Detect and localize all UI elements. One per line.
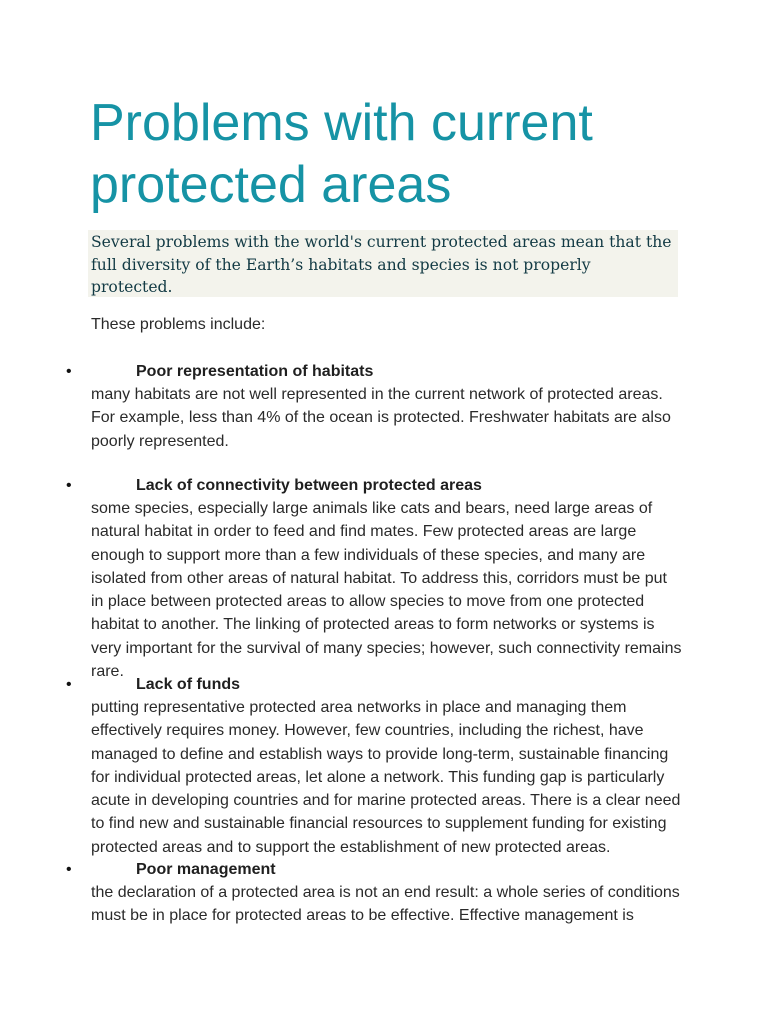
item-heading: Lack of funds: [136, 676, 241, 693]
item-heading: Poor representation of habitats: [136, 363, 374, 380]
bullet-icon: •: [66, 477, 72, 494]
item-heading: Lack of connectivity between protected areas: [136, 477, 482, 494]
item-text: many habitats are not well represented in the current network of protected areas. For example, less than 4% of the ocean is protected. Freshwater habitats are also poorly represented.: [91, 386, 671, 450]
bullet-icon: •: [66, 676, 72, 693]
intro-text: These problems include:: [91, 316, 266, 333]
item-text: some species, especially large animals like cats and bears, need large areas of natural habitat in order to feed and find mates. Few protected areas are large enough to support more than a few individuals of these species, and many are isolated from other areas of natural habitat. To address this, corridors must be put in place between protected areas to allow species to move from one protected habitat to another. The linking of protected areas to form networks or systems is very important for the survival of many species; however, such connectivity remains rare.: [91, 500, 682, 681]
lead-paragraph: Several problems with the world's current protected areas mean that the full diversity of the Earth’s habitats and species is not properly protected.: [91, 233, 672, 296]
bullet-icon: •: [66, 861, 72, 878]
item-text: the declaration of a protected area is not an end result: a whole series of conditions must be in place for protected areas to be effective. Effective management is: [91, 884, 680, 925]
page-title: Problems with current protected areas: [90, 94, 593, 214]
item-heading: Poor management: [136, 861, 276, 878]
item-text: putting representative protected area networks in place and managing them effectively requires money. However, few countries, including the richest, have managed to define and establish ways to provide long-term, sustainable financing for individual protected areas, let alone a network. This funding gap is particularly acute in developing countries and for marine protected areas. There is a clear need to find new and sustainable financial resources to supplement funding for existing protected areas and to support the establishment of new protected areas.: [91, 699, 681, 856]
bullet-icon: •: [66, 363, 72, 380]
